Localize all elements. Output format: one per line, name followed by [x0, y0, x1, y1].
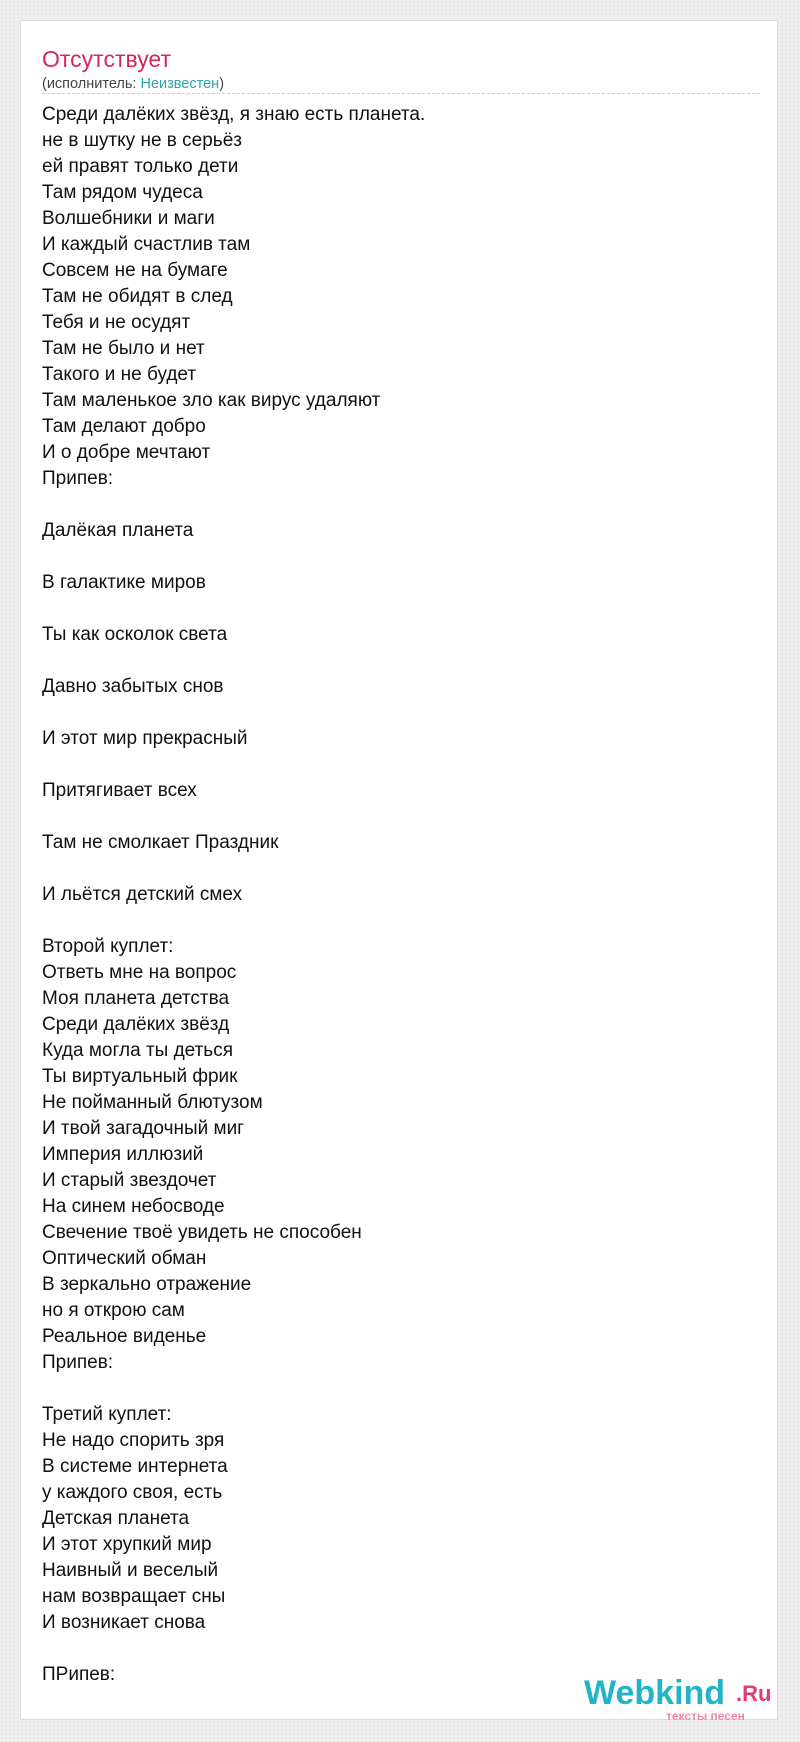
lyric-line: у каждого своя, есть: [42, 1482, 223, 1503]
lyric-line: В зеркально отражение: [42, 1274, 252, 1295]
lyric-line: Свечение твоё увидеть не способен: [42, 1222, 362, 1243]
logo-domain: .Ru: [736, 1681, 772, 1706]
lyric-line: [42, 804, 742, 830]
lyric-line: И каждый счастлив там: [42, 234, 251, 255]
lyric-line: И льётся детский смех: [42, 884, 243, 905]
lyric-line: Реальное виденье: [42, 1326, 207, 1347]
lyric-line: Припев:: [42, 1352, 114, 1373]
lyric-line: Второй куплет:: [42, 936, 174, 957]
lyric-line: Моя планета детства: [42, 988, 230, 1009]
lyric-line: Куда могла ты деться: [42, 1040, 233, 1061]
lyrics-card: [20, 20, 778, 1723]
lyric-line: Далёкая планета: [42, 520, 194, 541]
song-title: Отсутствует: [42, 46, 171, 72]
lyric-line: [42, 700, 742, 726]
artist-suffix: ): [219, 76, 225, 92]
lyric-line: [42, 492, 742, 518]
lyric-line: ПРипев:: [42, 1664, 116, 1685]
lyric-line: Такого и не будет: [42, 364, 197, 385]
lyric-line: [42, 856, 742, 882]
lyric-line: И старый звездочет: [42, 1170, 217, 1191]
title-divider: [42, 93, 760, 94]
lyric-line: [42, 752, 742, 778]
lyric-line: нам возвращает сны: [42, 1586, 226, 1607]
lyric-line: Там не было и нет: [42, 338, 205, 359]
logo-wordmark: Webkind: [584, 1674, 726, 1712]
lyric-line: не в шутку не в серьёз: [42, 130, 242, 151]
logo-tagline: тексты песен: [666, 1709, 745, 1723]
lyric-line: [42, 648, 742, 674]
lyric-line: Тебя и не осудят: [42, 312, 191, 333]
lyric-line: ей правят только дети: [42, 156, 239, 177]
lyric-line: Припев:: [42, 468, 114, 489]
lyric-line: Империя иллюзий: [42, 1144, 204, 1165]
lyric-line: Среди далёких звёзд: [42, 1014, 230, 1035]
lyric-line: [42, 596, 742, 622]
lyric-line: Не пойманный блютузом: [42, 1092, 263, 1113]
lyric-line: [42, 1376, 742, 1402]
lyric-line: [42, 908, 742, 934]
lyric-line: Среди далёких звёзд, я знаю есть планета.: [42, 104, 426, 125]
lyric-line: Притягивает всех: [42, 780, 197, 801]
lyric-line: И возникает снова: [42, 1612, 206, 1633]
lyric-line: И о добре мечтают: [42, 442, 211, 463]
lyric-line: но я открою сам: [42, 1300, 185, 1321]
lyric-line: [42, 1636, 742, 1662]
lyric-line: Ответь мне на вопрос: [42, 962, 237, 983]
artist-line: [42, 75, 224, 93]
lyric-line: Там не обидят в след: [42, 286, 233, 307]
lyric-line: Третий куплет:: [42, 1404, 172, 1425]
lyric-line: Наивный и веселый: [42, 1560, 219, 1581]
lyric-line: И твой загадочный миг: [42, 1118, 245, 1139]
lyric-line: Там рядом чудеса: [42, 182, 203, 203]
lyric-line: Волшебники и маги: [42, 208, 215, 229]
lyric-line: Там делают добро: [42, 416, 206, 437]
lyric-line: Детская планета: [42, 1508, 190, 1529]
lyric-line: Ты виртуальный фрик: [42, 1066, 238, 1087]
lyric-line: И этот хрупкий мир: [42, 1534, 212, 1555]
lyric-line: [42, 544, 742, 570]
lyrics-text: [42, 102, 742, 1688]
lyric-line: В галактике миров: [42, 572, 206, 593]
lyric-line: Не надо спорить зря: [42, 1430, 225, 1451]
lyric-line: Ты как осколок света: [42, 624, 228, 645]
lyric-line: Совсем не на бумаге: [42, 260, 228, 281]
lyric-line: В системе интернета: [42, 1456, 228, 1477]
artist-prefix: (исполнитель:: [42, 76, 141, 92]
lyric-line: На синем небосводе: [42, 1196, 225, 1217]
lyric-line: И этот мир прекрасный: [42, 728, 248, 749]
site-logo[interactable]: [584, 1673, 774, 1733]
lyric-line: Давно забытых снов: [42, 676, 224, 697]
lyric-line: Оптический обман: [42, 1248, 207, 1269]
lyric-line: Там не смолкает Праздник: [42, 832, 279, 853]
lyric-line: Там маленькое зло как вирус удаляют: [42, 390, 381, 411]
artist-link[interactable]: Неизвестен: [140, 76, 220, 92]
